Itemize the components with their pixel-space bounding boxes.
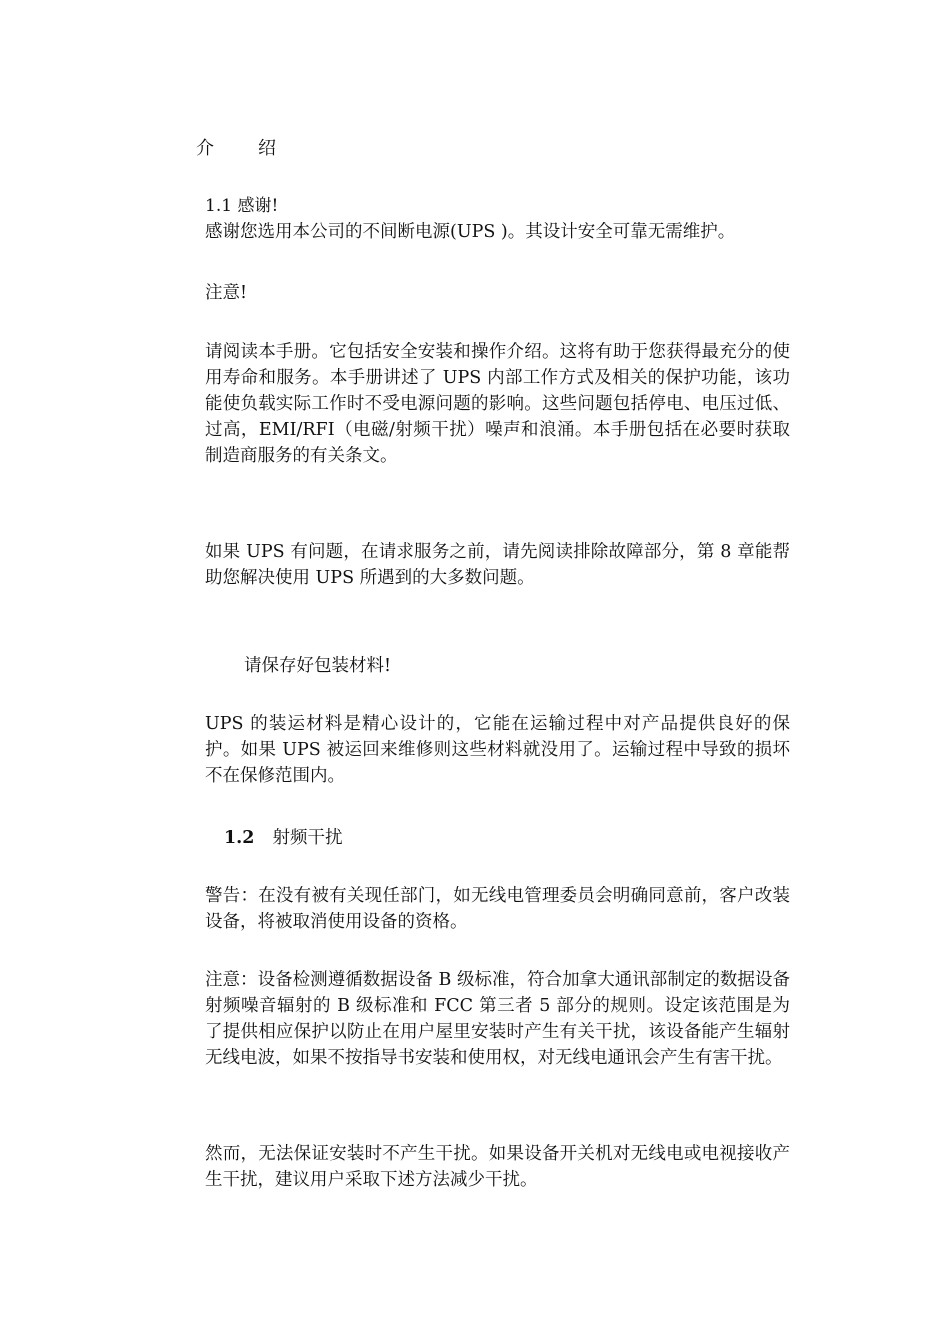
packaging-heading: 请保存好包装材料! xyxy=(244,656,392,676)
packaging-paragraph: UPS 的装运材料是精心设计的，它能在运输过程中对产品提供良好的保护。如果 UPS 被运回来维修则这些材料就没用了。运输过程中导致的损坏不在保修范围内。 xyxy=(205,714,790,786)
interference-paragraph: 然而，无法保证安装时不产生干扰。如果设备开关机对无线电或电视接收产生干扰，建议用户采取下述方法减少干扰。 xyxy=(205,1144,790,1190)
section-1-2-number: 1.2 xyxy=(224,828,255,848)
thanks-paragraph: 感谢您选用本公司的不间断电源(UPS )。其设计安全可靠无需维护。 xyxy=(205,222,736,242)
notice-label: 注意! xyxy=(205,283,248,303)
section-1-2-title: 射频干扰 xyxy=(272,828,343,848)
chapter-title xyxy=(196,136,276,162)
troubleshooting-paragraph: 如果 UPS 有问题，在请求服务之前，请先阅读排除故障部分，第 8 章能帮助您解决使用 UPS 所遇到的大多数问题。 xyxy=(205,542,790,588)
manual-paragraph: 请阅读本手册。它包括安全安装和操作介绍。这将有助于您获得最充分的使用寿命和服务。本手册讲述了 UPS 内部工作方式及相关的保护功能，该功能使负载实际工作时不受电源问题的影响。这些问题包括停电、电压过低、过高，EMI/RFI（电磁/射频干扰）噪声和浪涌。本手册包括在必要时获取制造商服务的有关条文。 xyxy=(205,342,790,466)
section-1-1-heading: 1.1 感谢! xyxy=(205,196,279,216)
fcc-note-paragraph: 注意：设备检测遵循数据设备 B 级标准，符合加拿大通讯部制定的数据设备射频噪音辐射的 B 级标准和 FCC 第三者 5 部分的规则。设定该范围是为了提供相应保护以防止在用户屋里安装时产生有关干扰，该设备能产生辐射无线电波，如果不按指导书安装和使用权，对无线电通讯会产生有害干扰。 xyxy=(205,970,790,1068)
section-1-2-heading xyxy=(224,825,790,851)
chapter-title-char-2: 绍 xyxy=(258,138,276,159)
chapter-title-char-1: 介 xyxy=(196,138,214,159)
warning-paragraph: 警告：在没有被有关现任部门，如无线电管理委员会明确同意前，客户改装设备，将被取消使用设备的资格。 xyxy=(205,886,790,932)
